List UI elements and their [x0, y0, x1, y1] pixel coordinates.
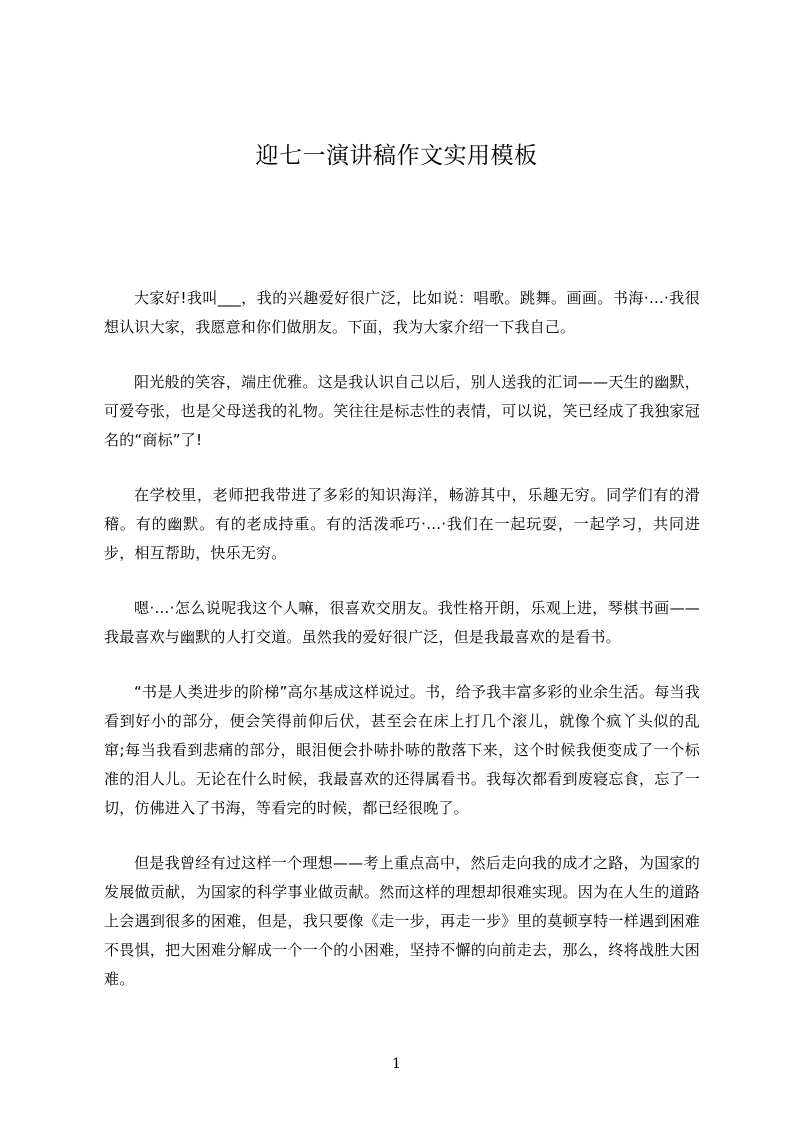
- paragraph-1: 大家好!我叫___，我的兴趣爱好很广泛，比如说：唱歌。跳舞。画画。书海·…·我很想认识大家，我愿意和你们做朋友。下面，我为大家介绍一下我自己。: [104, 289, 700, 336]
- paragraph-4: 嗯·…·怎么说呢我这个人嘛，很喜欢交朋友。我性格开朗，乐观上进，琴棋书画——我最喜欢与幽默的人打交道。虽然我的爱好很广泛，但是我最喜欢的是看书。: [104, 599, 700, 646]
- paragraph-3: 在学校里，老师把我带进了多彩的知识海洋，畅游其中，乐趣无穷。同学们有的滑稽。有的幽默。有的老成持重。有的活泼乖巧·…·我们在一起玩耍，一起学习，共同进步，相互帮助，快乐无穷。: [104, 486, 700, 562]
- document-body: [104, 284, 700, 1020]
- page-number: 1: [392, 1056, 401, 1072]
- paragraph-2: 阳光般的笑容，端庄优雅。这是我认识自己以后，别人送我的汇词——天生的幽默，可爱夸张，也是父母送我的礼物。笑往往是标志性的表情，可以说，笑已经成了我独家冠名的“商标”了!: [104, 373, 700, 449]
- paragraph-5: “书是人类进步的阶梯”高尔基成这样说过。书，给予我丰富多彩的业余生活。每当我看到好小的部分，便会笑得前仰后伏，甚至会在床上打几个滚儿，就像个疯丫头似的乱窜;每当我看到悲痛的部分，眼泪便会扑哧扑哧的散落下来，这个时候我便变成了一个标准的泪人儿。无论在什么时候，我最喜欢的还得属看书。我每次都看到废寝忘食，忘了一切，仿佛进入了书海，等看完的时候，都已经很晚了。: [104, 683, 700, 817]
- paragraph-6: 但是我曾经有过这样一个理想——考上重点高中，然后走向我的成才之路，为国家的发展做贡献，为国家的科学事业做贡献。然而这样的理想却很难实现。因为在人生的道路上会遇到很多的困难，但是，我只要像《走一步，再走一步》里的莫顿享特一样遇到困难不畏惧，把大困难分解成一个一个的小困难，坚持不懈的向前走去，那么，终将战胜大困难。: [104, 854, 700, 988]
- document-title: 迎七一演讲稿作文实用模板: [255, 143, 538, 169]
